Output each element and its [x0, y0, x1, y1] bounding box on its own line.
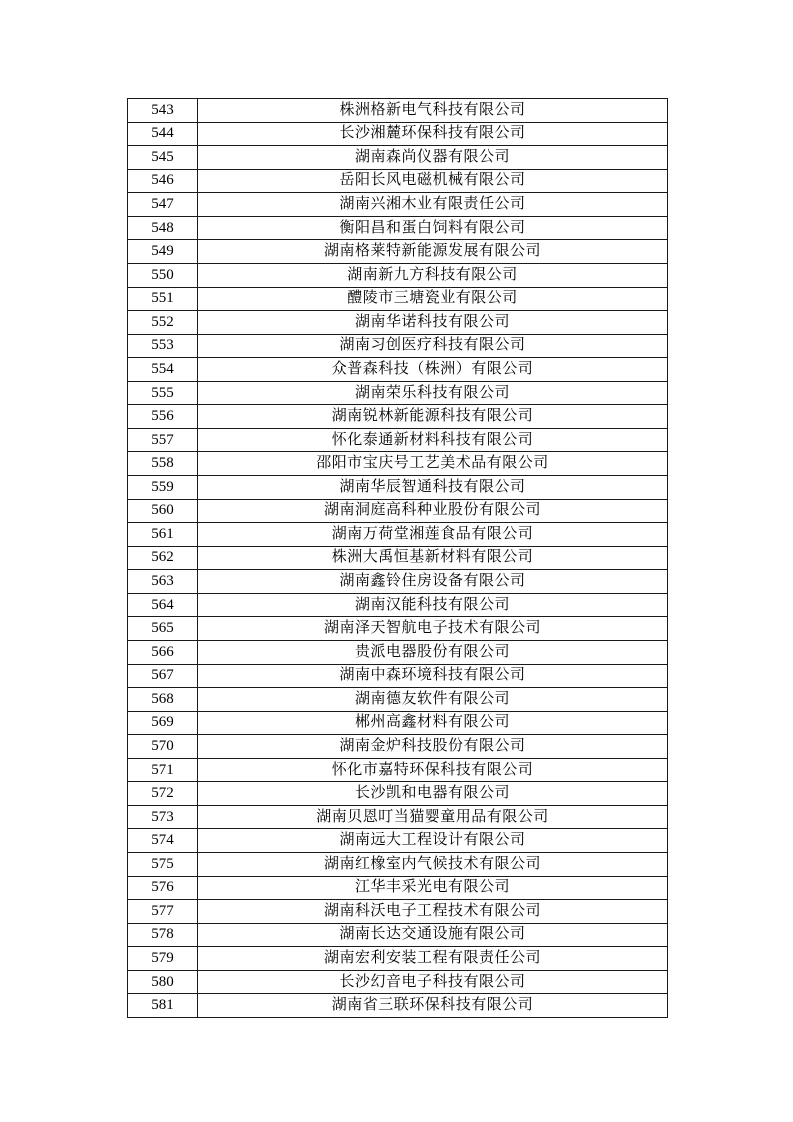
row-index-cell: 563 [128, 570, 198, 594]
row-index-cell: 546 [128, 169, 198, 193]
company-name-cell: 众普森科技（株洲）有限公司 [198, 358, 668, 382]
table-row [128, 994, 668, 1018]
table-row [128, 193, 668, 217]
company-name-cell: 湖南科沃电子工程技术有限公司 [198, 900, 668, 924]
table-row [128, 216, 668, 240]
company-name-cell: 贵派电器股份有限公司 [198, 640, 668, 664]
company-name-cell: 株洲大禹恒基新材料有限公司 [198, 546, 668, 570]
row-index-cell: 558 [128, 452, 198, 476]
row-index-cell: 571 [128, 758, 198, 782]
table-row [128, 523, 668, 547]
table-row [128, 405, 668, 429]
row-index-cell: 578 [128, 923, 198, 947]
table-row [128, 758, 668, 782]
row-index-cell: 564 [128, 593, 198, 617]
table-row [128, 735, 668, 759]
company-name-cell: 湖南德友软件有限公司 [198, 688, 668, 712]
table-row [128, 829, 668, 853]
row-index-cell: 580 [128, 970, 198, 994]
table-row [128, 688, 668, 712]
company-name-cell: 湖南长达交通设施有限公司 [198, 923, 668, 947]
company-name-cell: 湖南中森环境科技有限公司 [198, 664, 668, 688]
row-index-cell: 560 [128, 499, 198, 523]
table-row [128, 640, 668, 664]
row-index-cell: 549 [128, 240, 198, 264]
company-name-cell: 湖南汉能科技有限公司 [198, 593, 668, 617]
table-row [128, 900, 668, 924]
table-row [128, 664, 668, 688]
table-row [128, 99, 668, 123]
company-name-cell: 湖南鑫铃住房设备有限公司 [198, 570, 668, 594]
company-name-cell: 湖南兴湘木业有限责任公司 [198, 193, 668, 217]
table-row [128, 381, 668, 405]
table-row [128, 546, 668, 570]
row-index-cell: 543 [128, 99, 198, 123]
row-index-cell: 570 [128, 735, 198, 759]
row-index-cell: 555 [128, 381, 198, 405]
row-index-cell: 568 [128, 688, 198, 712]
row-index-cell: 572 [128, 782, 198, 806]
table-row [128, 476, 668, 500]
company-name-cell: 湖南华诺科技有限公司 [198, 311, 668, 335]
company-name-cell: 湖南贝恩叮当猫婴童用品有限公司 [198, 805, 668, 829]
row-index-cell: 576 [128, 876, 198, 900]
table-row [128, 570, 668, 594]
table-row [128, 499, 668, 523]
table-row [128, 146, 668, 170]
row-index-cell: 547 [128, 193, 198, 217]
table-row [128, 711, 668, 735]
row-index-cell: 562 [128, 546, 198, 570]
row-index-cell: 554 [128, 358, 198, 382]
company-name-cell: 岳阳长风电磁机械有限公司 [198, 169, 668, 193]
company-table-body [128, 99, 668, 1018]
company-name-cell: 湖南格莱特新能源发展有限公司 [198, 240, 668, 264]
company-name-cell: 湖南金炉科技股份有限公司 [198, 735, 668, 759]
row-index-cell: 545 [128, 146, 198, 170]
company-name-cell: 江华丰采光电有限公司 [198, 876, 668, 900]
table-row [128, 311, 668, 335]
company-name-cell: 湖南省三联环保科技有限公司 [198, 994, 668, 1018]
company-name-cell: 怀化市嘉特环保科技有限公司 [198, 758, 668, 782]
table-row [128, 923, 668, 947]
company-name-cell: 长沙幻音电子科技有限公司 [198, 970, 668, 994]
table-row [128, 240, 668, 264]
table-row [128, 169, 668, 193]
row-index-cell: 579 [128, 947, 198, 971]
company-name-cell: 醴陵市三塘瓷业有限公司 [198, 287, 668, 311]
row-index-cell: 550 [128, 263, 198, 287]
table-row [128, 593, 668, 617]
table-row [128, 947, 668, 971]
company-name-cell: 湖南洞庭高科种业股份有限公司 [198, 499, 668, 523]
company-name-cell: 长沙湘麓环保科技有限公司 [198, 122, 668, 146]
row-index-cell: 548 [128, 216, 198, 240]
row-index-cell: 559 [128, 476, 198, 500]
row-index-cell: 567 [128, 664, 198, 688]
company-name-cell: 邵阳市宝庆号工艺美术品有限公司 [198, 452, 668, 476]
table-row [128, 452, 668, 476]
table-row [128, 358, 668, 382]
table-row [128, 287, 668, 311]
table-row [128, 334, 668, 358]
row-index-cell: 561 [128, 523, 198, 547]
company-name-cell: 湖南远大工程设计有限公司 [198, 829, 668, 853]
row-index-cell: 544 [128, 122, 198, 146]
company-list-table [127, 98, 668, 1018]
company-name-cell: 湖南新九方科技有限公司 [198, 263, 668, 287]
company-name-cell: 株洲格新电气科技有限公司 [198, 99, 668, 123]
company-name-cell: 湖南泽天智航电子技术有限公司 [198, 617, 668, 641]
company-name-cell: 郴州高鑫材料有限公司 [198, 711, 668, 735]
row-index-cell: 566 [128, 640, 198, 664]
row-index-cell: 565 [128, 617, 198, 641]
row-index-cell: 556 [128, 405, 198, 429]
company-name-cell: 湖南万荷堂湘莲食品有限公司 [198, 523, 668, 547]
row-index-cell: 553 [128, 334, 198, 358]
table-row [128, 782, 668, 806]
row-index-cell: 569 [128, 711, 198, 735]
company-name-cell: 湖南习创医疗科技有限公司 [198, 334, 668, 358]
company-name-cell: 湖南森尚仪器有限公司 [198, 146, 668, 170]
row-index-cell: 574 [128, 829, 198, 853]
table-row [128, 428, 668, 452]
row-index-cell: 551 [128, 287, 198, 311]
row-index-cell: 575 [128, 853, 198, 877]
table-row [128, 876, 668, 900]
row-index-cell: 573 [128, 805, 198, 829]
table-row [128, 617, 668, 641]
row-index-cell: 557 [128, 428, 198, 452]
company-name-cell: 湖南锐林新能源科技有限公司 [198, 405, 668, 429]
company-name-cell: 衡阳昌和蛋白饲料有限公司 [198, 216, 668, 240]
table-row [128, 122, 668, 146]
company-name-cell: 长沙凯和电器有限公司 [198, 782, 668, 806]
company-name-cell: 湖南荣乐科技有限公司 [198, 381, 668, 405]
table-row [128, 853, 668, 877]
company-name-cell: 湖南宏利安装工程有限责任公司 [198, 947, 668, 971]
row-index-cell: 552 [128, 311, 198, 335]
table-row [128, 805, 668, 829]
table-row [128, 970, 668, 994]
row-index-cell: 577 [128, 900, 198, 924]
row-index-cell: 581 [128, 994, 198, 1018]
company-name-cell: 湖南华辰智通科技有限公司 [198, 476, 668, 500]
table-row [128, 263, 668, 287]
company-name-cell: 怀化泰通新材料科技有限公司 [198, 428, 668, 452]
company-name-cell: 湖南红橡室内气候技术有限公司 [198, 853, 668, 877]
